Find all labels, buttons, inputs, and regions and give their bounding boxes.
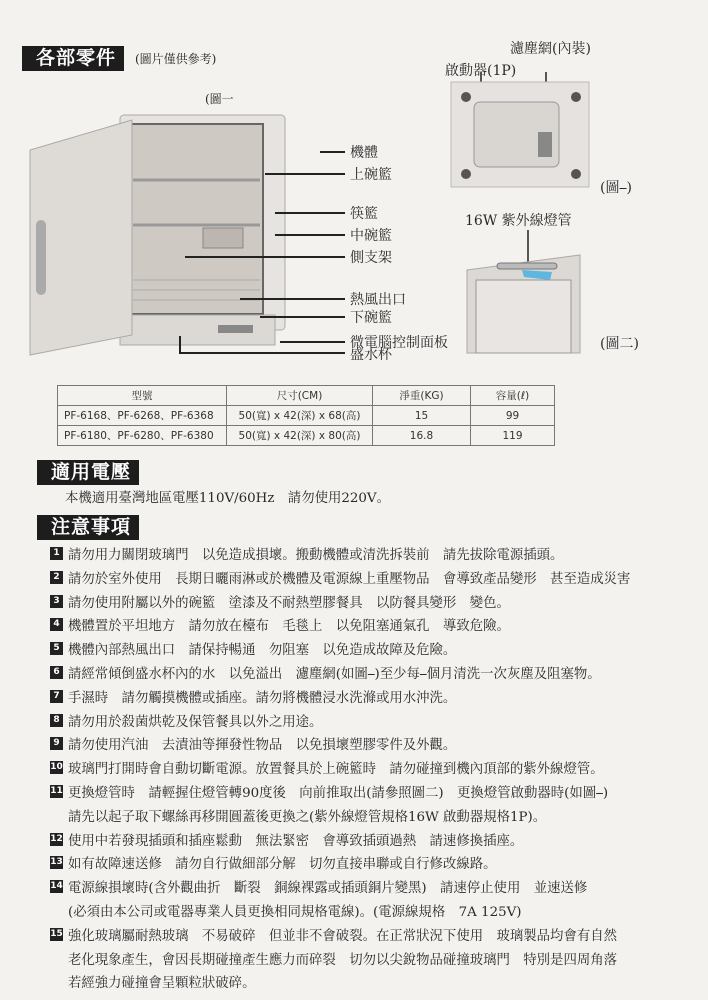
note-number-badge: 5 <box>50 642 63 655</box>
table-row <box>58 426 555 446</box>
figure-2a-caption: (圖⎯) <box>600 180 632 196</box>
header-capacity: 容量(ℓ) <box>471 386 555 406</box>
note-number-badge: 13 <box>50 857 63 868</box>
figure-1-caption: (圖一 <box>205 92 234 106</box>
note-item <box>50 782 608 801</box>
section-heading-voltage: 適用電壓 <box>37 460 139 485</box>
note-number-badge: 8 <box>50 714 63 727</box>
note-continuation: 老化現象產生，會因長期碰撞產生應力而碎裂 切勿以尖銳物品碰撞玻璃門 特別是四周角落 <box>68 952 618 968</box>
note-number-badge: 6 <box>50 666 63 679</box>
label-water-cup: 盛水杯 <box>350 347 392 363</box>
note-text: 強化玻璃屬耐熱玻璃 不易破碎 但並非不會破裂。在正常狀況下使用 玻璃製品均會有自然 <box>68 928 618 944</box>
note-number-badge: 14 <box>50 881 63 892</box>
label-side-rack: 側支架 <box>350 250 392 266</box>
note-item <box>50 687 456 706</box>
note-text: 手濕時 請勿觸摸機體或插座。請勿將機體浸水洗滌或用水沖洗。 <box>68 690 457 706</box>
cell-model: PF-6180、PF-6280、PF-6380 <box>58 426 227 446</box>
figure-2b-caption: (圖二) <box>600 336 639 352</box>
label-hot-air-outlet: 熱風出口 <box>350 292 406 308</box>
note-number-badge: 10 <box>50 762 63 773</box>
note-text: 請經常傾倒盛水杯內的水 以免溢出 濾塵網(如圖⎯)至少每⎯個月清洗一次灰塵及阻塞物。 <box>68 667 601 682</box>
note-item <box>50 734 456 753</box>
note-item <box>50 544 563 563</box>
label-lower-basket: 下碗籃 <box>350 310 392 326</box>
spec-table <box>57 385 555 446</box>
note-item <box>50 639 456 658</box>
table-row <box>58 406 555 426</box>
note-number-badge: 7 <box>50 690 63 703</box>
section-heading-parts: 各部零件 <box>22 46 124 71</box>
note-item <box>50 663 601 682</box>
cell-capacity: 119 <box>471 426 555 446</box>
label-body: 機體 <box>350 145 378 161</box>
note-item <box>50 758 604 777</box>
label-dust-filter: 濾塵網(內裝) <box>510 41 591 57</box>
note-item <box>50 830 523 849</box>
note-text: 請勿用於殺菌烘乾及保管餐具以外之用途。 <box>68 714 323 730</box>
note-text: 如有故障速送修 請勿自行做細部分解 切勿直接串聯或自行修改線路。 <box>68 857 497 873</box>
reference-note: (圖片僅供參考) <box>135 52 217 66</box>
cell-model: PF-6168、PF-6268、PF-6368 <box>58 406 227 426</box>
note-text: 電源線損壞時(含外觀曲折 斷裂 銅線裸露或插頭銅片變黑) 請速停止使用 並速送修 <box>68 881 588 897</box>
label-uv-lamp: 16W 紫外線燈管 <box>465 213 572 229</box>
label-starter: 啟動器(1P) <box>445 63 517 79</box>
cell-weight: 15 <box>373 406 471 426</box>
cell-weight: 16.8 <box>373 426 471 446</box>
note-text: 機體置於平坦地方 請勿放在檯布 毛毯上 以免阻塞通氣孔 導致危險。 <box>68 619 510 635</box>
uv-lamp-illustration <box>462 225 587 360</box>
note-number-badge: 1 <box>50 547 63 560</box>
note-number-badge: 2 <box>50 571 63 584</box>
note-number-badge: 12 <box>50 833 63 844</box>
label-upper-basket: 上碗籃 <box>350 167 392 183</box>
note-continuation: 若經強力碰撞會呈顆粒狀破碎。 <box>68 976 256 992</box>
cell-size: 50(寬) x 42(深) x 68(高) <box>227 406 373 426</box>
note-text: 更換燈管時 請輕握住燈管轉90度後 向前推取出(請參照圖二) 更換燈管啟動器時(如圖⎯) <box>68 786 609 801</box>
note-item <box>50 925 617 944</box>
note-item <box>50 877 587 896</box>
note-number-badge: 3 <box>50 595 63 608</box>
note-text: 請勿於室外使用 長期日曬雨淋或於機體及電源線上重壓物品 會導致產品變形 甚至造成災害 <box>68 571 631 587</box>
note-item <box>50 711 322 730</box>
header-size: 尺寸(CM) <box>227 386 373 406</box>
note-continuation: 請先以起子取下螺絲再移開圓蓋後更換之(紫外線燈管規格16W 啟動器規格1P)。 <box>68 809 547 825</box>
note-number-badge: 4 <box>50 618 63 631</box>
note-item <box>50 615 510 634</box>
note-text: 使用中若發現插頭和插座鬆動 無法緊密 會導致插頭過熱 請速修換插座。 <box>68 833 524 849</box>
note-number-badge: 9 <box>50 737 63 750</box>
section-heading-notes: 注意事項 <box>37 515 139 540</box>
note-number-badge: 11 <box>50 786 63 796</box>
label-control-panel: 微電腦控制面板 <box>350 335 448 351</box>
header-weight: 淨重(KG) <box>373 386 471 406</box>
voltage-text: 本機適用臺灣地區電壓110V/60Hz 請勿使用220V。 <box>65 491 390 506</box>
note-number-badge: 15 <box>50 928 63 939</box>
note-text: 機體內部熱風出口 請保持暢通 勿阻塞 以免造成故障及危險。 <box>68 643 457 659</box>
cell-capacity: 99 <box>471 406 555 426</box>
note-item <box>50 568 630 587</box>
label-middle-basket: 中碗籃 <box>350 228 392 244</box>
note-text: 請勿使用附屬以外的碗籃 塗漆及不耐熱塑膠餐具 以防餐具變形 變色。 <box>68 595 510 611</box>
note-text: 請勿用力關閉玻璃門 以免造成損壞。搬動機體或清洗拆裝前 請先拔除電源插頭。 <box>68 548 564 563</box>
note-text: 玻璃門打開時會自動切斷電源。放置餐具於上碗籃時 請勿碰撞到機內頂部的紫外線燈管。 <box>68 762 604 778</box>
cell-size: 50(寬) x 42(深) x 80(高) <box>227 426 373 446</box>
label-chopstick-basket: 筷籃 <box>350 206 378 222</box>
note-text: 請勿使用汽油 去漬油等揮發性物品 以免損壞塑膠零件及外觀。 <box>68 738 457 754</box>
note-item <box>50 592 510 611</box>
note-item <box>50 853 497 872</box>
back-panel-illustration <box>448 72 593 202</box>
table-header-row <box>58 386 555 406</box>
note-continuation: (必須由本公司或電器專業人員更換相同規格電線)。(電源線規格 7A 125V) <box>68 905 522 920</box>
header-model: 型號 <box>58 386 227 406</box>
